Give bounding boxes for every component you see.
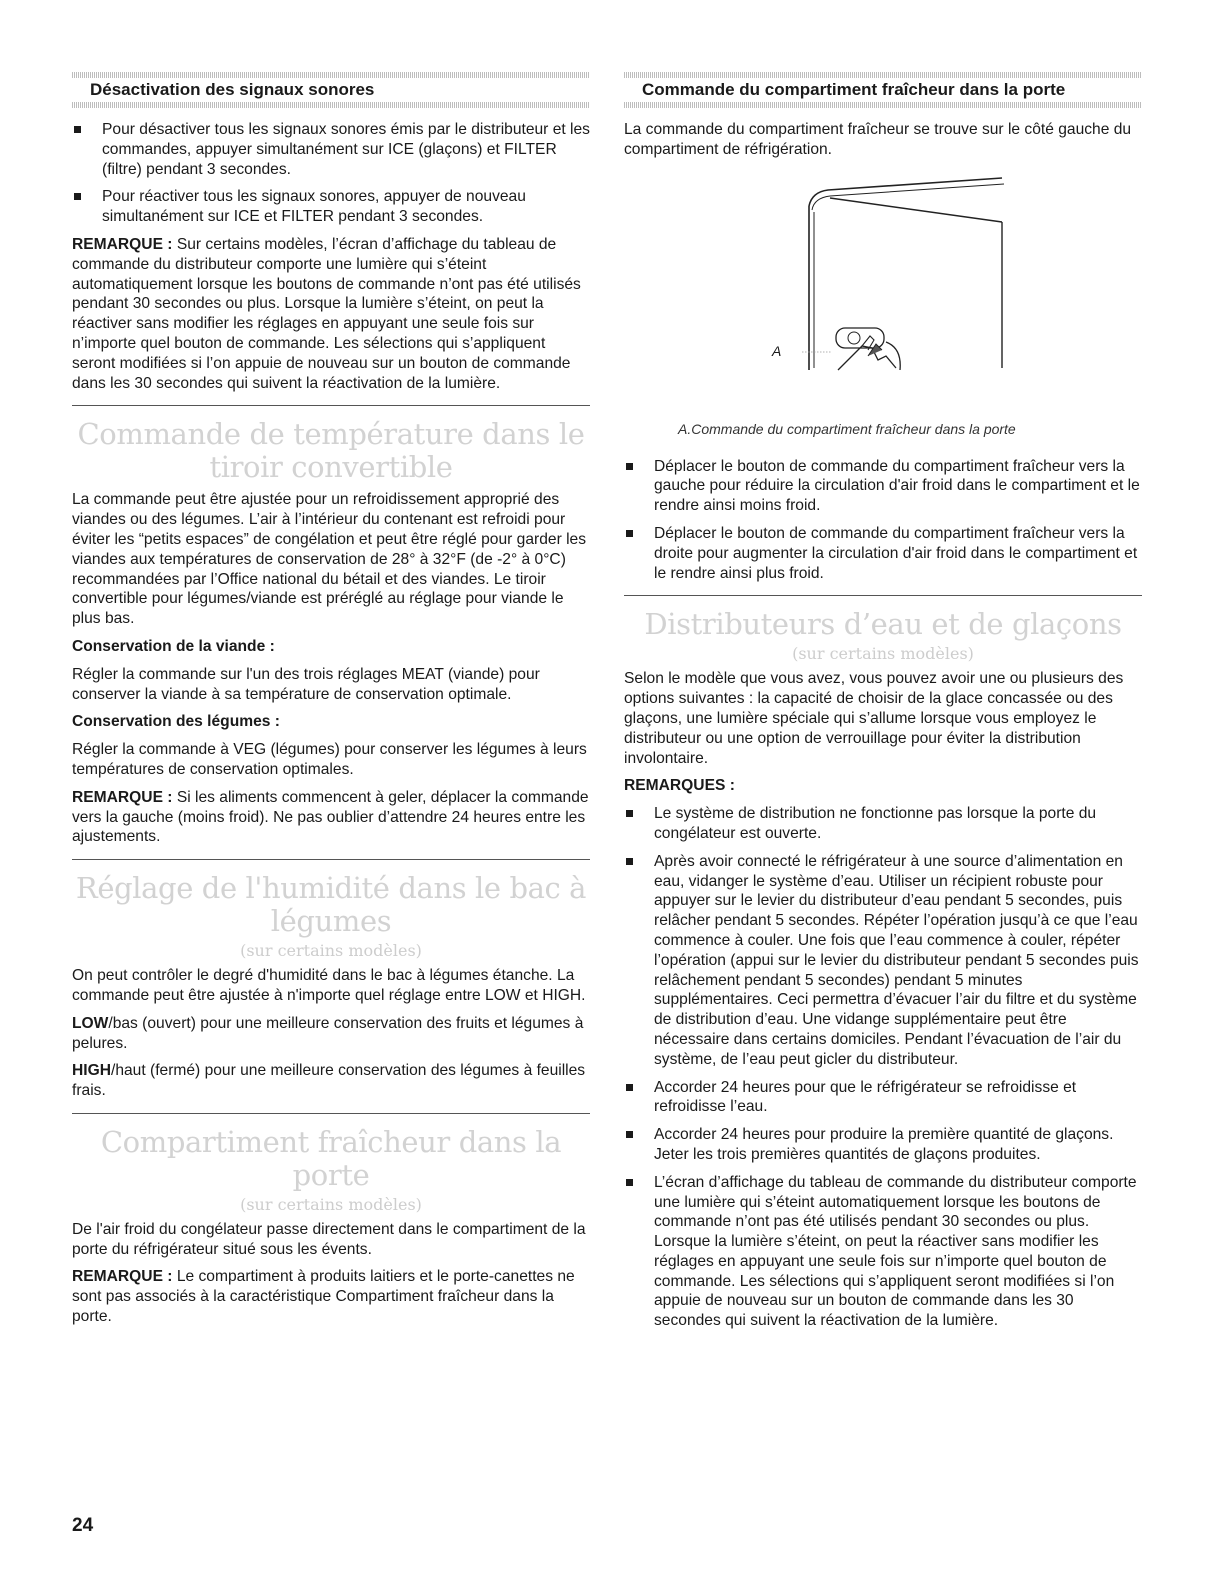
figure-caption: A.Commande du compartiment fraîcheur dans la porte — [678, 420, 1016, 437]
intro-paragraph: On peut contrôler le degré d'humidité dans le bac à légumes étanche. La commande peut être ajustée à n'importe quel réglage entre LOW et HIGH. — [72, 967, 586, 1004]
section-divider — [72, 859, 590, 860]
list-item: Le système de distribution ne fonctionne pas lorsque la porte du congélateur est ouverte. — [624, 804, 1142, 844]
section-subtitle: (sur certains modèles) — [240, 941, 422, 961]
section-title: Compartiment fraîcheur dans la porte — [100, 1124, 562, 1192]
high-text: /haut (fermé) pour une meilleure conservation des légumes à feuilles frais. — [72, 1062, 586, 1100]
remarques-label: REMARQUES : — [624, 777, 735, 795]
low-label: LOW — [72, 1014, 109, 1032]
label-legumes: Conservation des légumes : — [72, 713, 280, 731]
subhead-pattern-bottom — [72, 102, 590, 108]
paragraph-viande: Régler la commande sur l'un des trois réglages MEAT (viande) pour conserver la viande à sa température de conservation optimale. — [72, 665, 540, 703]
section-divider — [72, 405, 590, 406]
intro-paragraph: La commande du compartiment fraîcheur se trouve sur le côté gauche du compartiment de réfrigération. — [624, 121, 1132, 158]
paragraph-legumes: Régler la commande à VEG (légumes) pour conserver les légumes à leurs températures de conservation optimales. — [72, 741, 587, 778]
list-item: Pour désactiver tous les signaux sonores émis par le distributeur et les commandes, appuyer simultanément sur ICE (glaçons) et FILTER (filtre) pendant 3 secondes. — [72, 120, 590, 179]
low-text: /bas (ouvert) pour une meilleure conservation des fruits et légumes à pelures. — [72, 1014, 584, 1052]
note-text: Si les aliments commencent à geler, déplacer la commande vers la gauche (moins froid). Ne pas oublier d’attendre 24 heures entre les ajustements. — [72, 788, 589, 846]
section-humidite — [72, 872, 590, 1101]
section-tiroir-convertible — [72, 418, 590, 847]
list-item: Accorder 24 heures pour que le réfrigérateur se refroidisse et refroidisse l’eau. — [624, 1078, 1142, 1118]
section-compartiment-fraicheur — [72, 1126, 590, 1327]
section-divider — [72, 1113, 590, 1114]
section-title: Distributeurs d’eau et de glaçons — [644, 607, 1122, 642]
figure-label-a: A — [772, 342, 782, 359]
note-paragraph — [72, 788, 590, 847]
section-title: Commande de température dans le tiroir convertible — [77, 417, 585, 485]
subhead-commande-compartiment: Commande du compartiment fraîcheur dans la porte — [642, 80, 1066, 99]
subhead-pattern-bottom — [624, 102, 1142, 108]
intro-paragraph: Selon le modèle que vous avez, vous pouvez avoir une ou plusieurs des options suivantes : la capacité de choisir de la glace concassée ou des glaçons, une lumière spéciale qui s’allume lorsque vous employez le distributeur ou une option de verrouillage pour éviter la distribution involontaire. — [624, 670, 1124, 767]
high-label: HIGH — [72, 1062, 111, 1080]
paragraph-high — [72, 1061, 590, 1101]
list-item: L’écran d’affichage du tableau de commande du distributeur comporte une lumière qui s’éteint automatiquement lorsque les boutons de commande n’ont pas été utilisés pendant 30 secondes ou plus. Lorsque la lumière s’éteint, on peut la réactiver sans modifier les réglages en appuyant une seule fois sur n’importe quel bouton de commande. Les sélections qui s’appliquent seront modifiées si l’on appuie de nouveau sur un bouton de commande dans les 30 secondes qui suivent la réactivation de la lumière. — [624, 1173, 1142, 1331]
page-number: 24 — [72, 1515, 94, 1536]
list-item: Déplacer le bouton de commande du compartiment fraîcheur vers la droite pour augmenter la circulation d'air froid dans le compartiment et le rendre ainsi plus froid. — [624, 524, 1142, 583]
section-subtitle: (sur certains modèles) — [792, 644, 974, 664]
list-item: Accorder 24 heures pour produire la première quantité de glaçons. Jeter les trois premières quantités de glaçons produites. — [624, 1125, 1142, 1165]
note-label: REMARQUE : — [72, 1268, 173, 1286]
section-distributeurs — [624, 608, 1142, 1331]
door-illustration — [624, 170, 1142, 400]
note-text: Le compartiment à produits laitiers et le porte-canettes ne sont pas associés à la caractéristique Compartiment fraîcheur dans la porte. — [72, 1268, 575, 1326]
intro-paragraph: De l'air froid du congélateur passe directement dans le compartiment de la porte du réfrigérateur situé sous les évents. — [72, 1220, 586, 1258]
hand-icon — [838, 346, 896, 370]
list-item: Après avoir connecté le réfrigérateur à une source d’alimentation en eau, vidanger le système d’eau. Utiliser un récipient robuste pour appuyer sur le levier du distributeur d’eau pendant 5 secondes, puis relâcher pendant 5 secondes. Répéter l’opération jusqu’à ce que l’eau commence à couler. Une fois que l’eau commence à couler, répéter l’opération (appui sur le levier du distributeur pendant 5 secondes puis relâchement pendant 5 secondes) pendant 5 minutes supplémentaires. Ceci permettra d’évacuer l’air du filtre et du système de distribution d’eau. Une vidange supplémentaire peut être nécessaire dans certains domiciles. Pendant l’évacuation de l’air du système, de l’eau peut gicler du distributeur. — [624, 852, 1142, 1070]
section-commande-compartiment — [624, 72, 1142, 583]
list-item: Déplacer le bouton de commande du compartiment fraîcheur vers la gauche pour réduire la circulation d'air froid dans le compartiment et le rendre ainsi moins froid. — [624, 457, 1142, 516]
section-signaux-sonores — [72, 72, 590, 393]
note-paragraph — [72, 235, 590, 393]
note-paragraph — [72, 1267, 590, 1326]
section-title: Réglage de l'humidité dans le bac à légumes — [75, 871, 587, 939]
list-item: Pour réactiver tous les signaux sonores, appuyer de nouveau simultanément sur ICE et FILTER pendant 3 secondes. — [72, 187, 590, 227]
paragraph-low — [72, 1014, 590, 1054]
intro-paragraph: La commande peut être ajustée pour un refroidissement approprié des viandes ou des légumes. L’air à l’intérieur du contenant est refroidi pour éviter les “petits espaces” de congélation et peut être réglé pour garder les viandes aux températures de conservation de 28° à 32°F (de -2° à 0°C) recommandées par l’Office national du bétail et des viandes. Le tiroir convertible pour légumes/viande est préréglé au réglage pour viande le plus bas. — [72, 491, 587, 628]
note-text: Sur certains modèles, l’écran d’affichage du tableau de commande du distributeur comporte une lumière qui s’éteint automatiquement lorsque les boutons de commande n’ont pas été utilisés pendant 30 secondes ou plus. Lorsque la lumière s’éteint, on peut la réactiver sans modifier les réglages en appuyant une seule fois sur n’importe quel bouton de commande. Les sélections qui s’appliquent seront modifiées si l’on appuie de nouveau sur un bouton de commande dans les 30 secondes qui suivent la réactivation de la lumière. — [72, 235, 581, 392]
section-subtitle: (sur certains modèles) — [240, 1194, 422, 1214]
note-label: REMARQUE : — [72, 788, 173, 806]
figure-door-control — [624, 170, 1142, 420]
section-divider — [624, 595, 1142, 596]
subhead-signaux-sonores: Désactivation des signaux sonores — [90, 80, 375, 99]
bullet-list — [624, 804, 1142, 1331]
right-column — [624, 72, 1142, 1339]
note-label: REMARQUE : — [72, 235, 173, 253]
label-viande: Conservation de la viande : — [72, 637, 275, 655]
left-column — [72, 72, 590, 1335]
bullet-list — [72, 120, 590, 227]
bullet-list — [624, 457, 1142, 584]
